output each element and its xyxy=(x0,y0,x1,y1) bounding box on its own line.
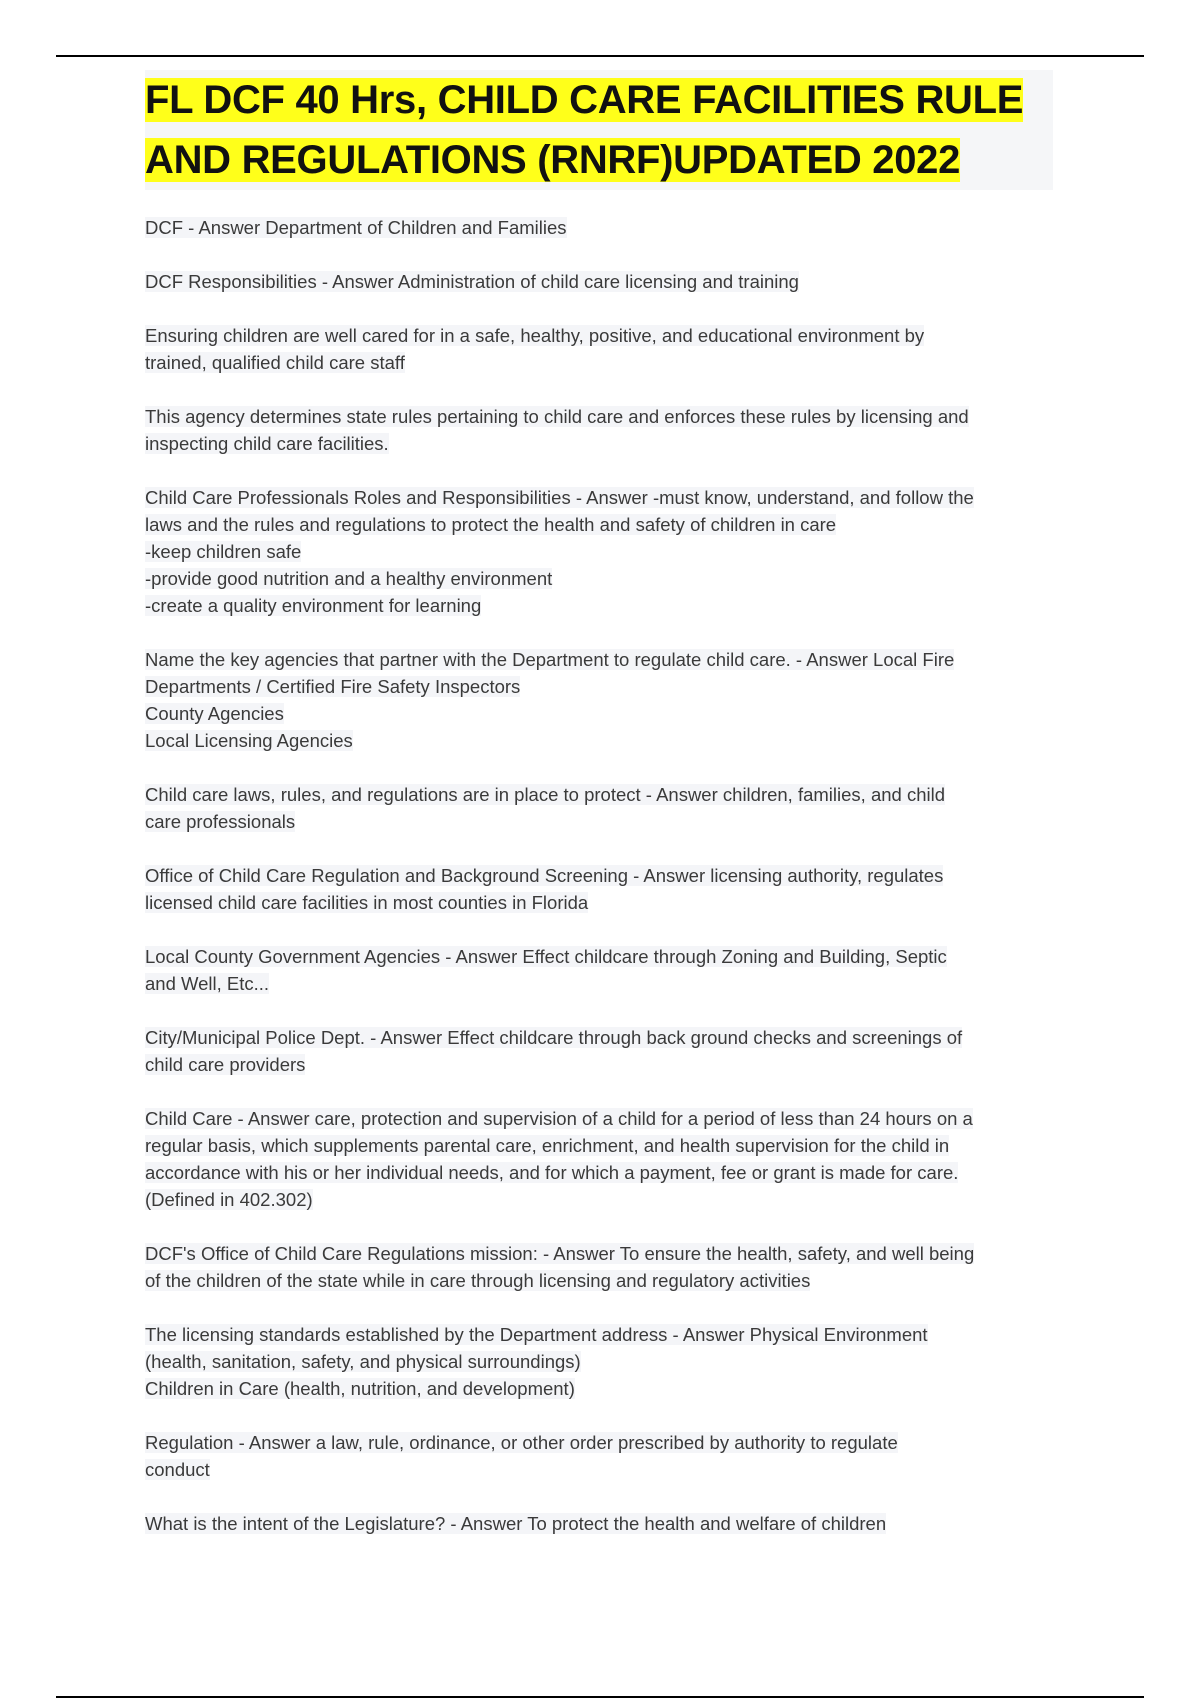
qa-line: inspecting child care facilities. xyxy=(145,433,389,454)
qa-text xyxy=(145,214,1055,241)
qa-text xyxy=(145,268,1055,295)
qa-line: of the children of the state while in care through licensing and regulatory activities xyxy=(145,1270,811,1291)
qa-text xyxy=(145,1105,1055,1213)
qa-line: Name the key agencies that partner with the Department to regulate child care. - Answer Local Fire xyxy=(145,649,955,670)
qa-line: Child care laws, rules, and regulations are in place to protect - Answer children, families, and child xyxy=(145,784,946,805)
qa-entry xyxy=(145,403,1055,457)
qa-line: -keep children safe xyxy=(145,541,302,562)
qa-text xyxy=(145,484,1055,619)
title-block xyxy=(145,70,1053,190)
qa-text xyxy=(145,1321,1055,1402)
qa-line: (health, sanitation, safety, and physical surroundings) xyxy=(145,1351,581,1372)
qa-text xyxy=(145,1024,1055,1078)
qa-entry xyxy=(145,862,1055,916)
document-title xyxy=(145,70,1053,190)
qa-entry xyxy=(145,1510,1055,1537)
qa-line: child care providers xyxy=(145,1054,306,1075)
qa-line: accordance with his or her individual needs, and for which a payment, fee or grant is made for care. xyxy=(145,1162,959,1183)
qa-line: Local Licensing Agencies xyxy=(145,730,353,751)
qa-line: County Agencies xyxy=(145,703,284,724)
qa-text xyxy=(145,646,1055,754)
qa-line: care professionals xyxy=(145,811,296,832)
document-body xyxy=(145,70,1055,1564)
qa-line: trained, qualified child care staff xyxy=(145,352,405,373)
qa-text xyxy=(145,781,1055,835)
qa-text xyxy=(145,862,1055,916)
top-rule xyxy=(56,55,1144,57)
title-line-1: FL DCF 40 Hrs, CHILD CARE FACILITIES RULE xyxy=(145,78,1024,122)
qa-entry xyxy=(145,781,1055,835)
qa-entry xyxy=(145,1105,1055,1213)
qa-entry xyxy=(145,1321,1055,1402)
qa-line: and Well, Etc... xyxy=(145,973,270,994)
qa-line: This agency determines state rules pertaining to child care and enforces these rules by licensing and xyxy=(145,406,969,427)
qa-line: Local County Government Agencies - Answer Effect childcare through Zoning and Building, Septic xyxy=(145,946,947,967)
qa-line: DCF's Office of Child Care Regulations mission: - Answer To ensure the health, safety, and well being xyxy=(145,1243,975,1264)
qa-line: The licensing standards established by the Department address - Answer Physical Environment xyxy=(145,1324,928,1345)
qa-entry xyxy=(145,322,1055,376)
qa-line: Child Care Professionals Roles and Responsibilities - Answer -must know, understand, and follow the xyxy=(145,487,974,508)
qa-list xyxy=(145,214,1055,1537)
qa-line: What is the intent of the Legislature? - Answer To protect the health and welfare of children xyxy=(145,1513,887,1534)
qa-line: -provide good nutrition and a healthy environment xyxy=(145,568,553,589)
qa-entry xyxy=(145,1240,1055,1294)
qa-line: DCF - Answer Department of Children and Families xyxy=(145,217,567,238)
qa-entry xyxy=(145,943,1055,997)
qa-entry xyxy=(145,1429,1055,1483)
qa-text xyxy=(145,403,1055,457)
qa-text xyxy=(145,322,1055,376)
qa-text xyxy=(145,1240,1055,1294)
bottom-rule xyxy=(56,1696,1144,1698)
qa-line: DCF Responsibilities - Answer Administration of child care licensing and training xyxy=(145,271,799,292)
qa-line: licensed child care facilities in most counties in Florida xyxy=(145,892,589,913)
qa-line: Child Care - Answer care, protection and supervision of a child for a period of less than 24 hours on a xyxy=(145,1108,973,1129)
qa-entry xyxy=(145,268,1055,295)
qa-entry xyxy=(145,1024,1055,1078)
qa-line: Regulation - Answer a law, rule, ordinance, or other order prescribed by authority to regulate xyxy=(145,1432,898,1453)
qa-line: Departments / Certified Fire Safety Inspectors xyxy=(145,676,521,697)
qa-line: City/Municipal Police Dept. - Answer Effect childcare through back ground checks and screenings of xyxy=(145,1027,963,1048)
qa-text xyxy=(145,1429,1055,1483)
qa-text xyxy=(145,943,1055,997)
qa-entry xyxy=(145,484,1055,619)
title-line-2: AND REGULATIONS (RNRF)UPDATED 2022 xyxy=(145,138,961,182)
qa-line: Ensuring children are well cared for in a safe, healthy, positive, and educational environment by xyxy=(145,325,925,346)
qa-line: (Defined in 402.302) xyxy=(145,1189,313,1210)
qa-line: regular basis, which supplements parental care, enrichment, and health supervision for the child in xyxy=(145,1135,950,1156)
qa-line: conduct xyxy=(145,1459,210,1480)
qa-line: Office of Child Care Regulation and Background Screening - Answer licensing authority, regulates xyxy=(145,865,944,886)
qa-entry xyxy=(145,646,1055,754)
qa-text xyxy=(145,1510,1055,1537)
qa-line: laws and the rules and regulations to protect the health and safety of children in care xyxy=(145,514,837,535)
qa-entry xyxy=(145,214,1055,241)
qa-line: -create a quality environment for learning xyxy=(145,595,482,616)
qa-line: Children in Care (health, nutrition, and development) xyxy=(145,1378,575,1399)
